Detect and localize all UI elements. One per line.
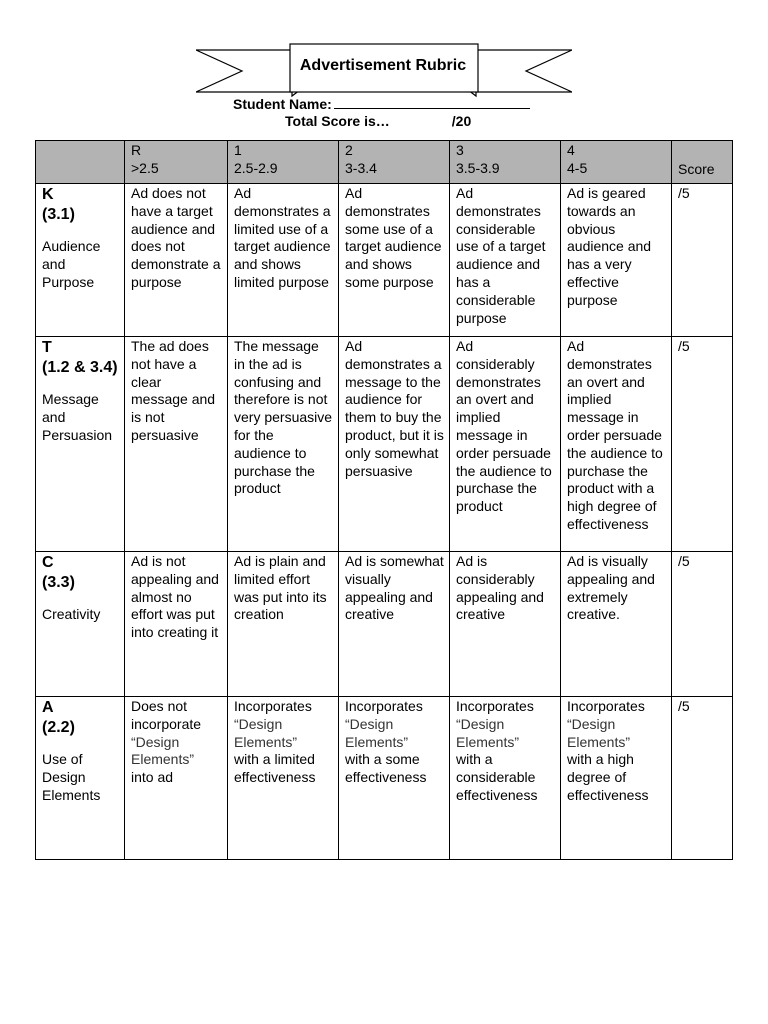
header-blank-cell bbox=[36, 141, 125, 184]
category-cell: T (1.2 & 3.4) Message and Persuasion bbox=[36, 337, 125, 552]
rubric-row-communication bbox=[36, 552, 733, 697]
category-cell: C (3.3) Creativity bbox=[36, 552, 125, 697]
level-header: 1 2.5-2.9 bbox=[228, 141, 339, 184]
descriptor-cell: Ad is considerably appealing and creative bbox=[450, 552, 561, 697]
rubric-row-application bbox=[36, 697, 733, 860]
total-score-denominator: /20 bbox=[451, 113, 472, 129]
descriptor-cell: Ad is geared towards an obvious audience and has a very effective purpose bbox=[561, 184, 672, 337]
descriptor-cell: Incorporates “Design Elements” with a limited effectiveness bbox=[228, 697, 339, 860]
score-cell: /5 bbox=[672, 337, 733, 552]
title-banner bbox=[196, 40, 572, 102]
category-cell: K (3.1) Audience and Purpose bbox=[36, 184, 125, 337]
descriptor-cell: Ad is not appealing and almost no effort was put into creating it bbox=[125, 552, 228, 697]
category-cell: A (2.2) Use of Design Elements bbox=[36, 697, 125, 860]
level-header: 3 3.5-3.9 bbox=[450, 141, 561, 184]
descriptor-cell: Ad does not have a target audience and does not demonstrate a purpose bbox=[125, 184, 228, 337]
descriptor-cell: Ad considerably demonstrates an overt and implied message in order persuade the audience to purchase the product bbox=[450, 337, 561, 552]
score-header: Score bbox=[672, 141, 733, 184]
score-cell: /5 bbox=[672, 697, 733, 860]
rubric-row-thinking bbox=[36, 337, 733, 552]
descriptor-cell: Ad is plain and limited effort was put into its creation bbox=[228, 552, 339, 697]
descriptor-cell: Incorporates “Design Elements” with a high degree of effectiveness bbox=[561, 697, 672, 860]
total-score-line bbox=[285, 113, 471, 130]
descriptor-cell: The message in the ad is confusing and therefore is not very persuasive for the audience to purchase the product bbox=[228, 337, 339, 552]
page-title: Advertisement Rubric bbox=[299, 57, 467, 74]
descriptor-cell: Ad is somewhat visually appealing and creative bbox=[339, 552, 450, 697]
level-header: 2 3-3.4 bbox=[339, 141, 450, 184]
student-name-blank bbox=[334, 95, 530, 109]
header-row bbox=[36, 141, 733, 184]
descriptor-cell: The ad does not have a clear message and is not persuasive bbox=[125, 337, 228, 552]
descriptor-cell: Incorporates “Design Elements” with a considerable effectiveness bbox=[450, 697, 561, 860]
descriptor-cell: Does not incorporate “Design Elements” into ad bbox=[125, 697, 228, 860]
rubric-table bbox=[35, 140, 733, 860]
student-name-label: Student Name: bbox=[233, 96, 332, 112]
level-header: 4 4-5 bbox=[561, 141, 672, 184]
score-cell: /5 bbox=[672, 184, 733, 337]
level-header: R >2.5 bbox=[125, 141, 228, 184]
descriptor-cell: Ad demonstrates a limited use of a target audience and shows limited purpose bbox=[228, 184, 339, 337]
rubric-row-knowledge bbox=[36, 184, 733, 337]
descriptor-cell: Incorporates “Design Elements” with a some effectiveness bbox=[339, 697, 450, 860]
descriptor-cell: Ad demonstrates considerable use of a target audience and has a considerable purpose bbox=[450, 184, 561, 337]
descriptor-cell: Ad demonstrates some use of a target audience and shows some purpose bbox=[339, 184, 450, 337]
student-name-line bbox=[233, 95, 530, 113]
descriptor-cell: Ad demonstrates an overt and implied message in order persuade the audience to purchase the product with a high degree of effectiveness bbox=[561, 337, 672, 552]
total-score-label: Total Score is… bbox=[285, 113, 390, 129]
descriptor-cell: Ad is visually appealing and extremely creative. bbox=[561, 552, 672, 697]
descriptor-cell: Ad demonstrates a message to the audience for them to buy the product, but it is only somewhat persuasive bbox=[339, 337, 450, 552]
score-cell: /5 bbox=[672, 552, 733, 697]
